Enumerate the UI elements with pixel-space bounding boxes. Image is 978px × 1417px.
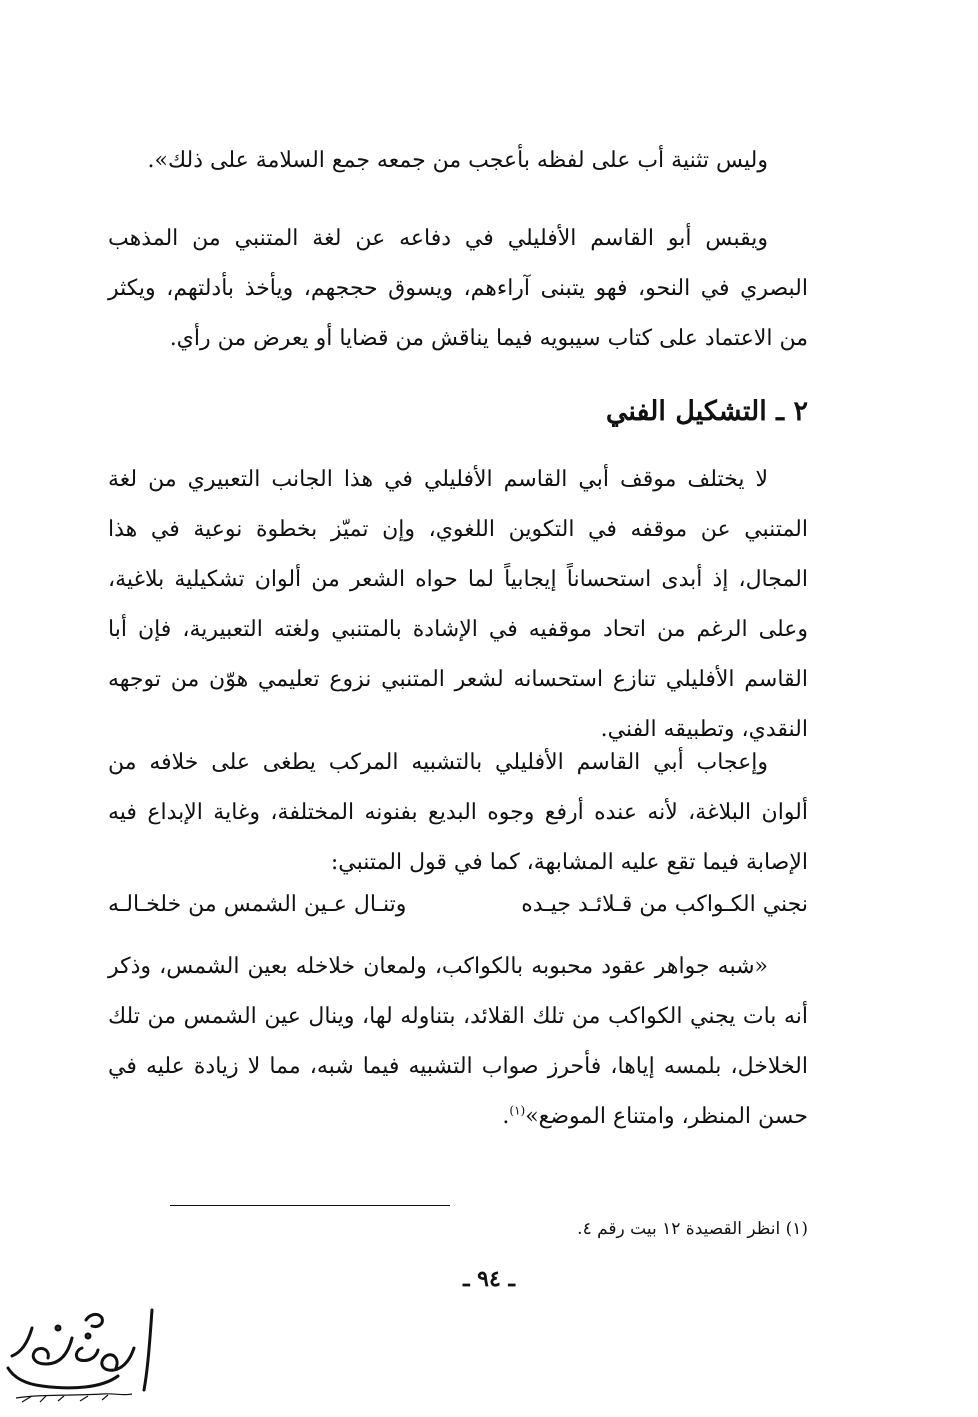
paragraph-4: وإعجاب أبي القاسم الأفليلي بالتشبيه المركب يطغى على خلافه من ألوان البلاغة، لأنه عنده أرفع وجوه البديع بفنونه المختلفة، وغاية الإبداع فيه الإصابة فيما تقع عليه المشابهة، كما في قول المتنبي: <box>108 750 808 875</box>
library-stamp-logo <box>2 1298 160 1406</box>
verse-second-hemistich: وتنـال عـين الشمس من خلخـالـه <box>108 892 407 917</box>
poetry-verse <box>108 880 808 930</box>
section-heading: ٢ ـ التشكيل الفني <box>605 396 808 427</box>
paragraph-2: ويقبس أبو القاسم الأفليلي في دفاعه عن لغة المتنبي من المذهب البصري في النحو، فهو يتبنى آراءهم، ويسوق حججهم، ويأخذ بأدلتهم، ويكثر من الاعتماد على كتاب سيبويه فيما يناقش من قضايا أو يعرض من رأي. <box>108 226 808 351</box>
paragraph-5-text: «شبه جواهر عقود محبوبه بالكواكب، ولمعان خلاخله بعين الشمس، وذكر أنه بات يجني الكواكب من تلك القلائد، بتناوله لها، وينال عين الشمس من تلك الخلاخل، بلمسه إياها، فأحرز صواب التشبيه فيما شبه، مما لا زيادة عليه في حسن المنظر، وامتناع الموضع» <box>108 954 808 1129</box>
page-number: ـ ٩٤ ـ <box>463 1266 515 1292</box>
paragraph-5 <box>108 942 808 1142</box>
footnote-reference: (١) <box>509 1103 526 1118</box>
footnote-divider <box>170 1205 450 1206</box>
paragraph-1: وليس تثنية أب على لفظه بأعجب من جمعه جمع السلامة على ذلك». <box>147 148 768 173</box>
footnote-text: (١) انظر القصيدة ١٢ بيت رقم ٤. <box>577 1219 808 1239</box>
paragraph-5-end: . <box>502 1104 510 1129</box>
verse-first-hemistich: نجني الكـواكب من قـلائـد جيـده <box>521 892 808 917</box>
paragraph-3: لا يختلف موقف أبي القاسم الأفليلي في هذا الجانب التعبيري من لغة المتنبي عن موقفه في التكوين اللغوي، وإن تميّز بخطوة نوعية في هذا المجال، إذ أبدى استحساناً إيجابياً لما حواه الشعر من ألوان تشكيلية بلاغية، وعلى الرغم من اتحاد موقفيه في الإشادة بالمتنبي ولغته التعبيرية، فإن أبا القاسم الأفليلي تنازع استحسانه لشعر المتنبي نزوع تعليمي هوّن من توجهه النقدي، وتطبيقه الفني. <box>108 467 808 742</box>
